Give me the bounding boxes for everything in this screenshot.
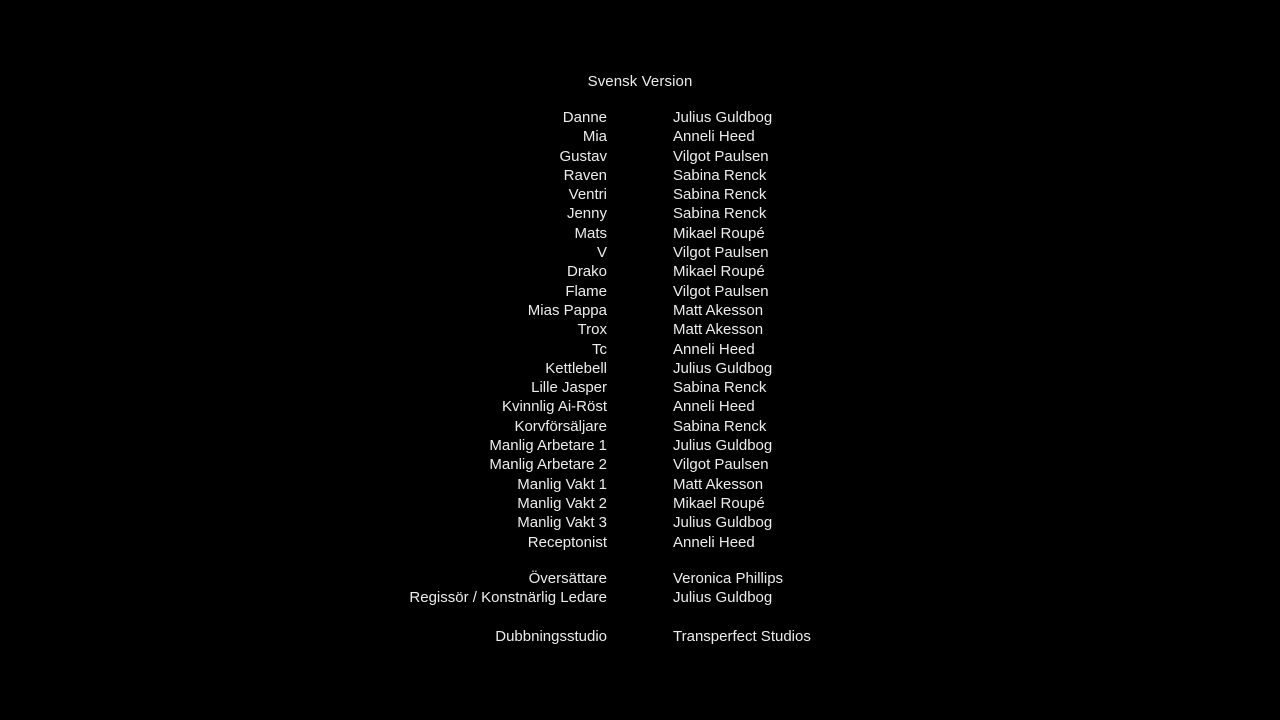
credit-name: Vilgot Paulsen [673,244,769,262]
credit-name: Matt Akesson [673,321,764,339]
credit-name: Mikael Roupé [673,494,765,512]
credit-role: Regissör / Konstnärlig Ledare [409,589,607,607]
credit-role: Flame [565,282,607,300]
cast-list [0,109,1280,553]
credit-role: Mats [574,224,607,242]
credit-role: Mias Pappa [527,301,607,319]
credit-role: Kvinnlig Ai-Röst [501,398,607,416]
credit-row [0,109,1280,128]
credit-row [0,534,1280,553]
credit-name: Julius Guldbog [673,589,773,607]
credit-row [0,225,1280,244]
credit-role: Manlig Vakt 2 [517,494,607,512]
credit-row [0,437,1280,456]
credit-name: Veronica Phillips [673,570,784,587]
credit-role: Gustav [559,147,607,165]
credit-row [0,495,1280,514]
credit-row [0,476,1280,495]
credit-row [0,398,1280,417]
credit-name: Julius Guldbog [673,437,773,455]
credit-role: V [596,244,607,262]
credit-row [0,628,1280,647]
credit-role: Receptonist [527,533,607,551]
credit-name: Sabina Renck [673,379,767,397]
credit-role: Manlig Vakt 1 [517,475,607,493]
credit-role: Lille Jasper [531,379,607,397]
credit-name: Vilgot Paulsen [673,282,769,300]
credit-row [0,321,1280,340]
credit-role: Tc [592,340,607,358]
credits-heading: Svensk Version [587,73,693,90]
credit-row [0,205,1280,224]
credit-role: Manlig Arbetare 1 [489,437,607,455]
credit-row [0,186,1280,205]
credit-role: Jenny [566,205,607,223]
credit-row [0,167,1280,186]
credit-name: Julius Guldbog [673,514,773,532]
credit-role: Manlig Vakt 3 [517,514,607,532]
credit-role: Korvförsäljare [514,417,607,435]
credit-row [0,302,1280,321]
credit-row [0,283,1280,302]
credit-name: Sabina Renck [673,186,767,204]
credit-name: Sabina Renck [673,205,767,223]
credit-role: Mia [582,128,607,146]
credit-name: Vilgot Paulsen [673,456,769,474]
credit-name: Sabina Renck [673,417,767,435]
credit-row [0,514,1280,533]
credit-name: Matt Akesson [673,301,764,319]
credit-row [0,128,1280,147]
studio-list [0,628,1280,647]
credit-name: Julius Guldbog [673,109,773,126]
credit-role: Raven [563,166,607,184]
credit-row [0,589,1280,608]
credit-row [0,570,1280,589]
credit-name: Anneli Heed [673,340,755,358]
credit-name: Transperfect Studios [673,628,811,645]
credit-row [0,148,1280,167]
credit-name: Anneli Heed [673,398,755,416]
credit-row [0,341,1280,360]
credit-role: Drako [566,263,607,281]
credit-name: Matt Akesson [673,475,764,493]
credit-role: Trox [577,321,607,339]
credit-name: Vilgot Paulsen [673,147,769,165]
credit-name: Mikael Roupé [673,224,765,242]
credit-role: Kettlebell [545,359,607,377]
credit-name: Anneli Heed [673,128,755,146]
credit-name: Sabina Renck [673,166,767,184]
credit-row [0,244,1280,263]
credit-row [0,418,1280,437]
credit-role: Danne [562,109,607,126]
credit-role: Manlig Arbetare 2 [489,456,607,474]
credit-role: Ventri [568,186,607,204]
credit-role: Dubbningsstudio [495,628,607,645]
credit-name: Julius Guldbog [673,359,773,377]
credit-row [0,263,1280,282]
credit-row [0,379,1280,398]
credit-row [0,456,1280,475]
credit-name: Mikael Roupé [673,263,765,281]
credit-name: Anneli Heed [673,533,755,551]
crew-list [0,570,1280,609]
credit-role: Översättare [528,570,607,587]
credit-row [0,360,1280,379]
